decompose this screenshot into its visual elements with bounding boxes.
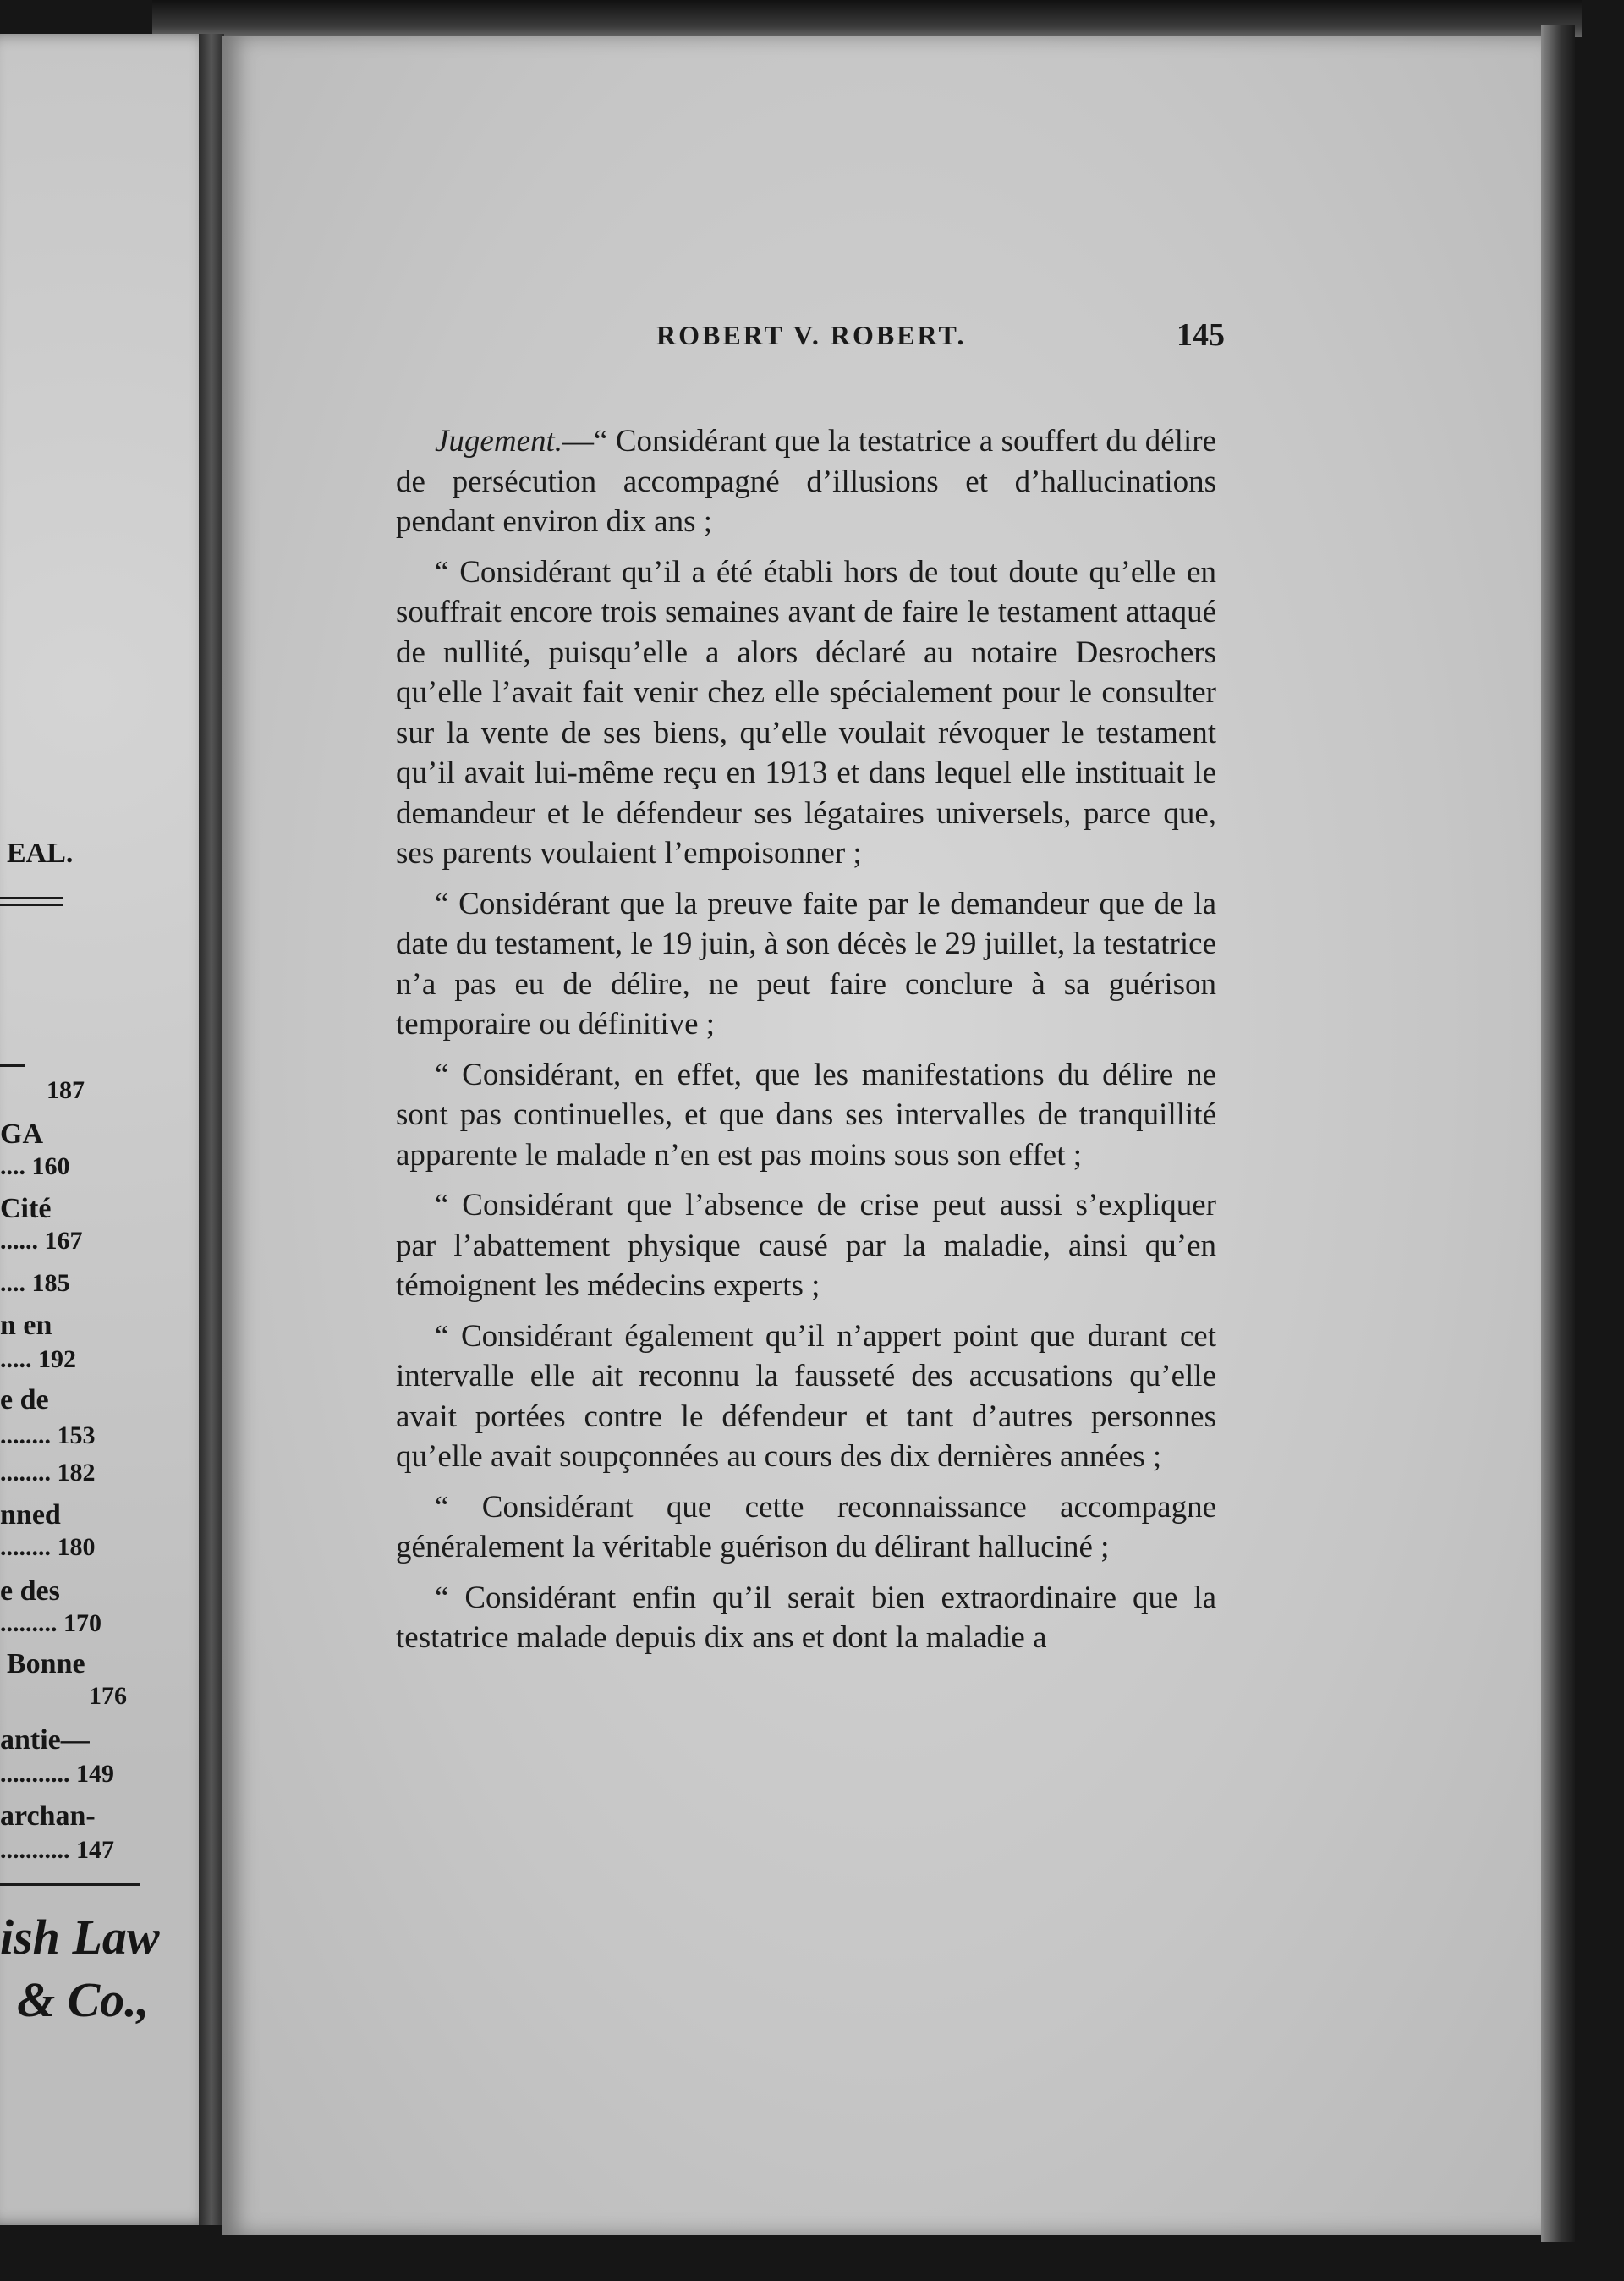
paragraph-text: —“ Considérant que la testatrice a souffert du délire de persécution accompagné d’illusions et d’hallucinations pendant environ dix ans ;: [396, 424, 1216, 539]
left-fragment: antie—: [0, 1724, 90, 1756]
left-fragment: Bonne: [7, 1648, 85, 1679]
page-body: [396, 421, 1216, 1668]
lead-in: Jugement.: [435, 424, 563, 459]
left-fragment: e des: [0, 1575, 60, 1607]
page-right-edge: [1541, 25, 1575, 2242]
left-fragment: 176: [89, 1682, 127, 1710]
left-fragment: 187: [47, 1076, 85, 1104]
left-fragment: EAL.: [7, 838, 74, 869]
left-fragment: nned: [0, 1499, 61, 1531]
left-rule: [0, 1883, 140, 1886]
left-fragment: .... 185: [0, 1269, 70, 1297]
left-rule: [0, 1064, 25, 1067]
paragraph: “ Considérant également qu’il n’appert point que durant cet intervalle elle ait reconnu la fausseté des accusations qu’elle avait portées contre le défendeur et tant d’autres personnes qu’elle avait soupçonnées au cours des dix dernières années ;: [396, 1318, 1216, 1474]
paragraph: [396, 421, 1216, 542]
left-fragment: ........... 147: [0, 1836, 114, 1864]
left-fragment: ...... 167: [0, 1227, 83, 1255]
left-fragment: ..... 192: [0, 1345, 76, 1373]
paragraph: “ Considérant que cette reconnaissance accompagne généralement la véritable guérison du délirant halluciné ;: [396, 1489, 1216, 1564]
page-top-edge: [152, 0, 1582, 37]
left-fragment-heading: ish Law: [0, 1910, 160, 1965]
left-fragment-heading: & Co.,: [17, 1972, 150, 2027]
left-fragment: ........... 149: [0, 1760, 114, 1788]
left-fragment: ........ 182: [0, 1459, 96, 1487]
paragraph: “ Considérant qu’il a été établi hors de tout doute qu’elle en souffrait encore trois semaines avant de faire le testament attaqué de nullité, puisqu’elle a alors déclaré au notaire Desrochers qu’elle l’avait fait venir chez elle spécialement pour le consulter sur la vente de ses biens, qu’elle voulait révoquer le testament qu’il avait lui-même reçu en 1913 et dans lequel elle instituait le demandeur et le défendeur ses légataires universels, parce que, ses parents voulaient l’empoisonner ;: [396, 554, 1216, 871]
left-fragment: .... 160: [0, 1152, 70, 1180]
left-fragment: n en: [0, 1310, 52, 1341]
paragraph: “ Considérant, en effet, que les manifestations du délire ne sont pas continuelles, et que dans ses intervalles de tranquillité apparente le malade n’en est pas moins sous son effet ;: [396, 1057, 1216, 1173]
left-fragment: ........ 180: [0, 1533, 96, 1561]
left-double-rule: [0, 897, 63, 906]
left-fragment: archan-: [0, 1800, 96, 1832]
paragraph: “ Considérant que l’absence de crise peut aussi s’expliquer par l’abattement physique causé par la maladie, ainsi qu’en témoignent les médecins experts ;: [396, 1188, 1216, 1303]
left-fragment: ......... 170: [0, 1609, 102, 1637]
left-fragment: e de: [0, 1384, 49, 1415]
page-header: [396, 317, 1225, 371]
left-fragment: Cité: [0, 1193, 52, 1224]
running-head: ROBERT V. ROBERT.: [656, 320, 967, 350]
left-fragment: GA: [0, 1119, 43, 1150]
paragraph: “ Considérant enfin qu’il serait bien extraordinaire que la testatrice malade depuis dix ans et dont la maladie a: [396, 1580, 1216, 1655]
left-fragment: ........ 153: [0, 1421, 96, 1449]
binding-gutter: [199, 34, 224, 2225]
page-number: 145: [1177, 317, 1225, 353]
paragraph: “ Considérant que la preuve faite par le demandeur que de la date du testament, le 19 juin, à son décès le 29 juillet, la testatrice n’a pas eu de délire, ne peut faire conclure à sa guérison temporaire ou définitive ;: [396, 886, 1216, 1042]
adjacent-left-page: [0, 34, 216, 2225]
